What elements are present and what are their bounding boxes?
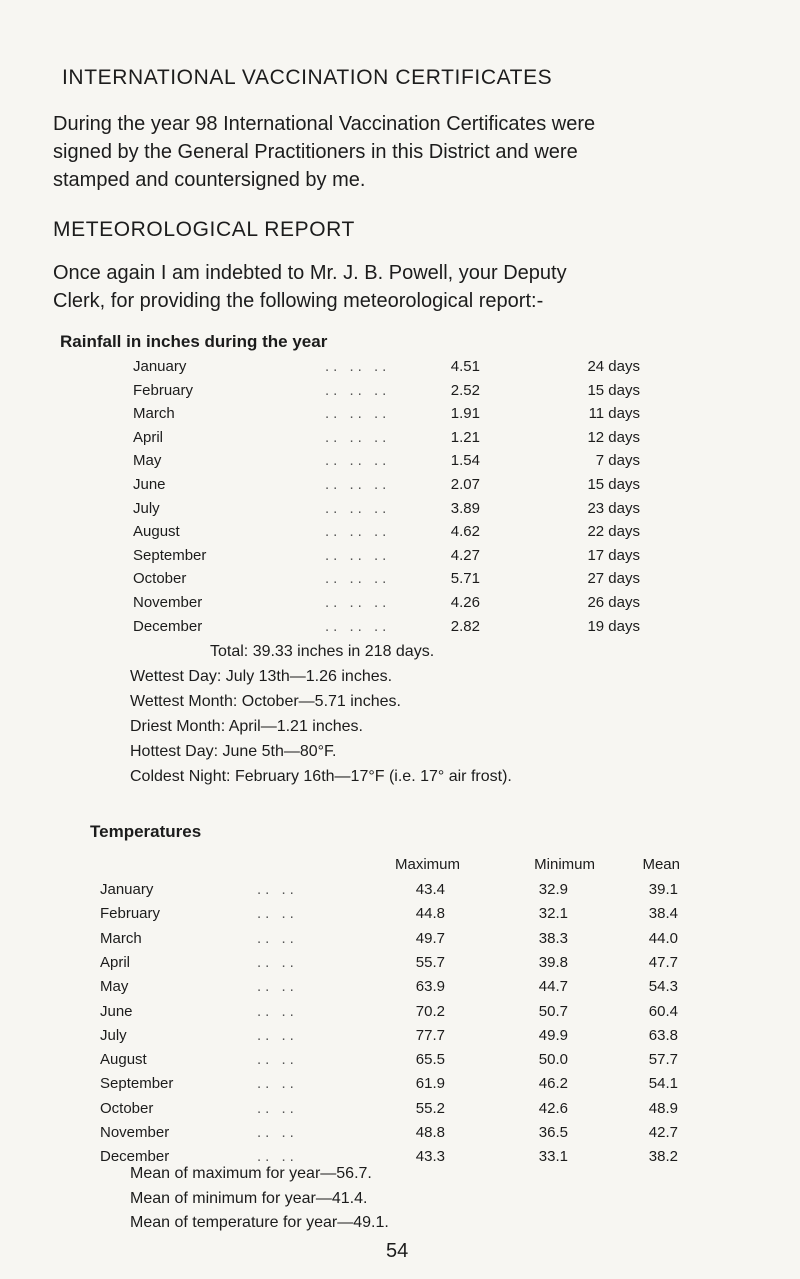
rainfall-days: 17 days xyxy=(587,546,640,564)
intl-paragraph-line-3: stamped and countersigned by me. xyxy=(53,169,366,191)
leader-dots: .. .. .. xyxy=(325,523,391,541)
rainfall-note: Hottest Day: June 5th—80°F. xyxy=(130,743,337,760)
temperature-min: 50.7 xyxy=(538,1002,568,1020)
temperature-month: June xyxy=(100,1002,133,1020)
temperature-max: 77.7 xyxy=(415,1026,445,1044)
temperature-min: 46.2 xyxy=(538,1075,568,1093)
leader-dots: .. .. .. xyxy=(325,617,391,635)
intl-paragraph-line-2: signed by the General Practitioners in this District and were xyxy=(53,141,578,163)
temperature-mean: 60.4 xyxy=(648,1002,678,1020)
temperature-max: 43.3 xyxy=(415,1148,445,1166)
leader-dots: .. .. xyxy=(257,1148,298,1166)
temperature-min: 49.9 xyxy=(538,1026,568,1044)
temperature-month: February xyxy=(100,905,161,923)
rainfall-inches: 1.21 xyxy=(450,428,480,446)
rainfall-month: June xyxy=(133,476,166,493)
temperature-month: September xyxy=(100,1075,174,1093)
met-paragraph-line-1: Once again I am indebted to Mr. J. B. Powell, your Deputy xyxy=(53,262,567,284)
temperature-month: May xyxy=(100,978,129,996)
met-paragraph-line-2: Clerk, for providing the following meteorological report:- xyxy=(53,290,544,312)
temperature-month: March xyxy=(100,929,142,947)
rainfall-note: Driest Month: April—1.21 inches. xyxy=(130,718,363,735)
temperature-max: 63.9 xyxy=(415,978,445,996)
rainfall-days: 26 days xyxy=(587,594,640,611)
leader-dots: .. .. xyxy=(257,1099,298,1117)
leader-dots: .. .. xyxy=(257,905,298,923)
rainfall-inches: 2.07 xyxy=(450,476,480,493)
temperature-month: October xyxy=(100,1099,154,1117)
leader-dots: .. .. xyxy=(257,1124,298,1141)
rainfall-days: 12 days xyxy=(587,428,640,446)
rainfall-days: 24 days xyxy=(587,358,640,375)
temperature-mean: 63.8 xyxy=(648,1026,678,1044)
rainfall-inches: 4.51 xyxy=(450,358,480,375)
temperature-month: December xyxy=(100,1148,170,1166)
rainfall-month: March xyxy=(133,405,175,423)
rainfall-inches: 4.62 xyxy=(450,523,480,541)
rainfall-month: September xyxy=(133,546,207,564)
rainfall-days: 22 days xyxy=(587,523,640,541)
leader-dots: .. .. .. xyxy=(325,358,391,375)
column-header-mean: Mean xyxy=(642,856,680,873)
leader-dots: .. .. xyxy=(257,1026,298,1044)
leader-dots: .. .. .. xyxy=(325,594,391,611)
rainfall-total: Total: 39.33 inches in 218 days. xyxy=(210,643,435,660)
rainfall-note: Wettest Month: October—5.71 inches. xyxy=(130,693,401,710)
rainfall-note: Coldest Night: February 16th—17°F (i.e. 17° air frost). xyxy=(130,768,512,785)
rainfall-inches: 2.82 xyxy=(450,617,480,635)
intl-heading: INTERNATIONAL VACCINATION CERTIFICATES xyxy=(62,66,553,89)
leader-dots: .. .. xyxy=(257,953,298,971)
temperature-max: 65.5 xyxy=(415,1051,445,1069)
column-header-minimum: Minimum xyxy=(534,856,595,873)
rainfall-days: 19 days xyxy=(587,617,640,635)
temperature-month: August xyxy=(100,1051,147,1069)
temperature-min: 33.1 xyxy=(538,1148,568,1166)
leader-dots: .. .. .. xyxy=(325,452,391,470)
rainfall-month: May xyxy=(133,452,162,470)
leader-dots: .. .. xyxy=(257,1075,298,1093)
temperature-max: 48.8 xyxy=(415,1124,445,1141)
rainfall-inches: 2.52 xyxy=(450,381,480,399)
page-number: 54 xyxy=(386,1240,409,1262)
leader-dots: .. .. .. xyxy=(325,546,391,564)
rainfall-days: 27 days xyxy=(587,570,640,588)
leader-dots: .. .. .. xyxy=(325,381,391,399)
temperature-min: 32.1 xyxy=(538,905,568,923)
rainfall-days: 7 days xyxy=(595,452,640,470)
temperature-note: Mean of temperature for year—49.1. xyxy=(130,1214,389,1231)
temperature-mean: 57.7 xyxy=(648,1051,678,1069)
temperature-min: 42.6 xyxy=(538,1099,568,1117)
rainfall-month: October xyxy=(133,570,187,588)
temperatures-heading: Temperatures xyxy=(90,822,202,841)
temperature-month: January xyxy=(100,881,154,898)
rainfall-days: 15 days xyxy=(587,476,640,493)
rainfall-month: January xyxy=(133,358,187,375)
temperature-note: Mean of maximum for year—56.7. xyxy=(130,1165,372,1182)
temperature-max: 49.7 xyxy=(415,929,445,947)
rainfall-month: April xyxy=(133,428,164,446)
rainfall-month: February xyxy=(133,381,194,399)
temperature-month: April xyxy=(100,953,131,971)
temperature-month: July xyxy=(100,1026,127,1044)
leader-dots: .. .. .. xyxy=(325,476,391,493)
temperature-min: 32.9 xyxy=(538,881,568,898)
rainfall-heading: Rainfall in inches during the year xyxy=(60,332,328,351)
temperature-max: 70.2 xyxy=(415,1002,445,1020)
rainfall-inches: 5.71 xyxy=(450,570,480,588)
rainfall-month: July xyxy=(133,499,160,517)
temperature-max: 44.8 xyxy=(415,905,445,923)
temperature-mean: 39.1 xyxy=(648,881,678,898)
rainfall-days: 23 days xyxy=(587,499,640,517)
temperature-note: Mean of minimum for year—41.4. xyxy=(130,1190,368,1207)
rainfall-month: December xyxy=(133,617,203,635)
temperature-max: 61.9 xyxy=(415,1075,445,1093)
temperature-mean: 38.2 xyxy=(648,1148,678,1166)
leader-dots: .. .. .. xyxy=(325,570,391,588)
temperature-mean: 38.4 xyxy=(648,905,678,923)
rainfall-inches: 4.27 xyxy=(450,546,480,564)
column-header-maximum: Maximum xyxy=(394,856,460,873)
rainfall-inches: 3.89 xyxy=(450,499,480,517)
rainfall-note: Wettest Day: July 13th—1.26 inches. xyxy=(130,668,393,685)
rainfall-month: August xyxy=(133,523,180,541)
rainfall-inches: 4.26 xyxy=(450,594,480,611)
temperature-max: 55.2 xyxy=(415,1099,445,1117)
rainfall-days: 15 days xyxy=(587,381,640,399)
leader-dots: .. .. .. xyxy=(325,405,391,423)
temperature-mean: 42.7 xyxy=(648,1124,678,1141)
temperature-min: 38.3 xyxy=(538,929,568,947)
temperature-mean: 44.0 xyxy=(648,929,678,947)
met-heading: METEOROLOGICAL REPORT xyxy=(53,218,355,241)
leader-dots: .. .. xyxy=(257,929,298,947)
leader-dots: .. .. xyxy=(257,881,298,898)
temperature-min: 50.0 xyxy=(538,1051,568,1069)
temperature-min: 39.8 xyxy=(538,953,568,971)
temperature-max: 43.4 xyxy=(415,881,445,898)
intl-paragraph-line-1: During the year 98 International Vaccination Certificates were xyxy=(53,113,596,135)
leader-dots: .. .. xyxy=(257,1002,298,1020)
temperature-month: November xyxy=(100,1124,170,1141)
temperature-mean: 54.3 xyxy=(648,978,678,996)
temperature-mean: 54.1 xyxy=(648,1075,678,1093)
leader-dots: .. .. .. xyxy=(325,428,391,446)
temperature-mean: 48.9 xyxy=(648,1099,678,1117)
rainfall-inches: 1.54 xyxy=(450,452,480,470)
temperature-mean: 47.7 xyxy=(648,953,678,971)
rainfall-days: 11 days xyxy=(588,405,640,423)
leader-dots: .. .. xyxy=(257,978,298,996)
temperature-min: 36.5 xyxy=(538,1124,568,1141)
leader-dots: .. .. xyxy=(257,1051,298,1069)
leader-dots: .. .. .. xyxy=(325,499,391,517)
rainfall-month: November xyxy=(133,594,203,611)
rainfall-inches: 1.91 xyxy=(450,405,480,423)
temperature-min: 44.7 xyxy=(538,978,568,996)
temperature-max: 55.7 xyxy=(415,953,445,971)
